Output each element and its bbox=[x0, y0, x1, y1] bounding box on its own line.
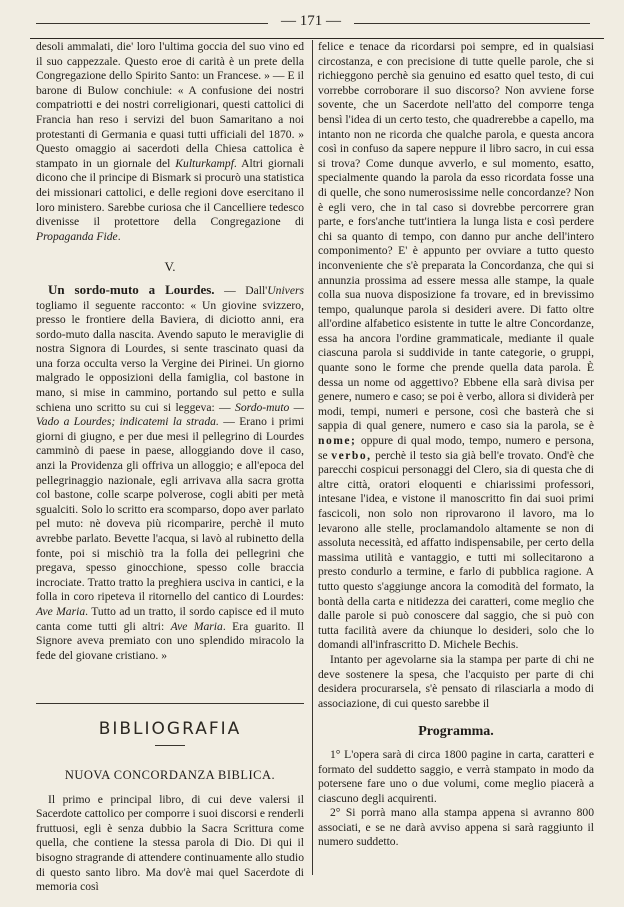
text: . bbox=[117, 229, 121, 243]
text: felice e tenace da ricordarsi poi sempre, ed in qualsiasi circostanza, e con precisione di tutte quelle parole, che si richieggono perchè sia genuino ed esatto quel testo, di cui vorrebbe corroborare il suo discorso? Non avviene forse sovente, che un Sacerdote nell'atto del comporre tenga bensì l'idea di un certo testo, che quadrerebbe a capello, ma intanto non ne ricorda che qualche parola, e questa ancora così in confuso da sapere neppure il libro sacro, in cui essa si trova? Come dunque avverlo, e sul momento, esatto, specialmente quando la parola da esso ricordata fosse una di quelle, che sono numerosissime nelle concordanze? Non è egli vero, che in tal caso si dovrebbe percorrere gran parte, e fors'anche tutt'intiera la lunga lista e così perdere chi sa quanto di tempo, con danno pur anche dell'intero componimento? E' è appunto per ovviare a tutto questo inconveniente che s'è preparata la Concordanza, che qui si annunzia prossima ad essere messa alle stampe, la quale colla sua nuova disposizione fa trovare, ed in brevissimo tempo, qualunque parola si desideri avere. Di fatto oltre all'ordine alfabetico esistente in tutte le altre Concordanze, essa ha ancora l'ordine grammaticale, mediante il quale ciascuna parola si suddivide in tante categorie, o gruppi, quante sono le forme che prende quella data parola. È dessa un nome od aggettivo? Ebbene ella sarà divisa per genere, numero e caso; se poi è verbo, allora si dividerà per modi, tempi, numeri e persone, così che basterà che si sappia di qual genere, numero e caso sia la parola, se è bbox=[318, 40, 594, 433]
text: perchè il testo sia già bell'e trovato. Ond'è che parecchi cospicui personaggi del Clero, sia di questa che di altre città, oratori eloquenti e chiarissimi professori, intesane l'idea, e vistone il manoscritto fin dai suoi primi fascicoli, non solo non riprovarono il lavoro, ma lo levarono alle stelle, proclamandolo altamente se non di assoluta necessità, ed affatto indispensabile, per certo della massima utilità e vantaggio, e tutti mi sollecitarono a presto condurlo a termine, e farlo di pubblica ragione. A tutto questo s'aggiunge ancora la comodità del formato, la bontà della carta e nitidezza dei caratteri, come meglio che dalle parole si può conoscere dal saggio, che si può con tutta facilità avere da chiunque lo desideri, solo che lo domandi all'infrascritto D. Michele Bechis. bbox=[318, 448, 594, 652]
paragraph: Intanto per agevolarne sia la stampa per parte di chi ne deve sostenere la spesa, che l'acquisto per parte di chi desidera procurarsela, s'è pensato di rilasciarla a modo di associazione, di cui questo sarebbe il bbox=[318, 652, 594, 710]
text: togliamo il seguente racconto: « Un giovine svizzero, presso le frontiere della Baviera, di diciotto anni, era sordo-muto dalla nascita. Avendo saputo le meraviglie di nostra Signora di Lourdes, si sente trascinato quasi da una forza occulta verso la Vergine dei Pirinei. Un giorno malgrado le opposizioni della famiglia, col bastone in mano, si mise in cammino, portando sul petto e sulla schiena uno scritto su cui si leggeva: — bbox=[36, 298, 304, 414]
bold-text: nome; bbox=[318, 434, 357, 448]
top-rule bbox=[30, 38, 604, 39]
bold-text: verbo, bbox=[331, 448, 372, 462]
page-header bbox=[0, 12, 624, 32]
right-column bbox=[318, 40, 594, 850]
article-lead: Un sordo-muto a Lourdes. bbox=[48, 281, 215, 297]
text: oppure di qual modo, tempo, numero e persona, se bbox=[318, 434, 594, 462]
paragraph bbox=[36, 40, 304, 244]
italic-text: Ave Maria bbox=[36, 604, 86, 618]
text: . Tutto ad un tratto, il sordo capisce ed il muto canta come tutti gli altri: bbox=[36, 604, 304, 633]
program-title: Programma. bbox=[418, 724, 494, 740]
short-rule bbox=[155, 745, 185, 746]
text: — Dall' bbox=[214, 283, 268, 297]
italic-text: Kulturkampf bbox=[175, 156, 234, 170]
paragraph bbox=[36, 283, 304, 663]
italic-text: Sordo-muto — Vado a Lourdes; indicatemi la strada. bbox=[36, 400, 304, 429]
italic-text: Univers bbox=[267, 283, 304, 297]
italic-text: Propaganda Fide bbox=[36, 229, 118, 243]
page-number: — 171 — bbox=[281, 13, 341, 29]
section-title: BIBLIOGRAFIA bbox=[98, 719, 242, 740]
text: . Altri giornali dicono che il principe di Bismark si procurò una statistica dei missionari cattolici, e delle regioni dove esercitano il loro ministero. Sarebbe curiosa che il Cancelliere tedesco divenisse il protettore della Congregazione di bbox=[36, 156, 305, 229]
italic-text: Ave Maria bbox=[170, 619, 223, 633]
section-number: V. bbox=[164, 259, 176, 275]
paragraph: Il primo e principal libro, di cui deve valersi il Sacerdote cattolico per comporre i suoi discorsi e renderli fruttuosi, egli è senza dubbio la Sacra Scrittura come quella, che contiene la stessa parola di Dio. Di qui il bisogno stragrande di attendere continuamente allo studio di questo santo libro. Ma dov'è mai quel Sacerdote di memoria così bbox=[36, 792, 304, 894]
text: . Era guarito. Il Signore aveva premiato con uno splendido miracolo la fede del giovane cristiano. » bbox=[36, 619, 304, 662]
program-item: 2° Si porrà mano alla stampa appena si avranno 800 associati, e se ne darà avviso appena si sarà raggiunto il numero suddetto. bbox=[318, 806, 594, 849]
text: — Erano i primi giorni di giugno, e per due mesi il pellegrino di Lourdes camminò di paese in paese, alloggiando dove il caso, anzi la Providenza gli offriva un alloggio; e all'epoca del pellegrinaggio nazionale, egli arrivava alla sacra grotta col bastone, colle scarpe polverose, cogli abiti per metà sgualciti. Solo lo scritto era scomparso, dopo aver parlato pel muto: nè doveva più ricomparire, perchè il muto avrebbe parlato. Bevette l'acqua, si lavò al rubinetto della fonte, poi si mischiò tra la folla dei pellegrini che pregava, spesso ginocchione, spesso colle braccia incrociate. Tratto tratto la preghiera usciva in cantici, e la folla in coro ripeteva il ritornello del cantico di Lourdes: bbox=[36, 415, 304, 604]
paragraph bbox=[318, 40, 594, 653]
section-subtitle: NUOVA CONCORDANZA BIBLICA. bbox=[64, 767, 276, 782]
header-rule-right bbox=[354, 23, 590, 24]
column-divider bbox=[312, 40, 313, 875]
program-item: 1° L'opera sarà di circa 1800 pagine in carta, caratteri e formato del suddetto saggio, e verrà stampato in modo da potersene fare uno o due volumi, come meglio piacerà a ciascuno degli acquirenti. bbox=[318, 747, 594, 805]
section-separator bbox=[36, 703, 304, 704]
left-column bbox=[36, 40, 304, 895]
text: desoli ammalati, die' loro l'ultima goccia del suo vino ed il suo cappezzale. Questo eroe di carità è un prete della Congregazione dello Spirito Santo: un Francese. » — E il barone di Bulow conchiule: « A confusione dei nostri compatriotti e dei nostri correligionari, questi cattolici di Francia han reso i servizi del buon Samaritano a noi protestanti di Germania e quasi tutti ufficiali del 1870. » Questo omaggio ai sacerdoti della Chiesa cattolica è stampato in un giornale del bbox=[36, 40, 304, 170]
header-rule-left bbox=[36, 23, 268, 24]
